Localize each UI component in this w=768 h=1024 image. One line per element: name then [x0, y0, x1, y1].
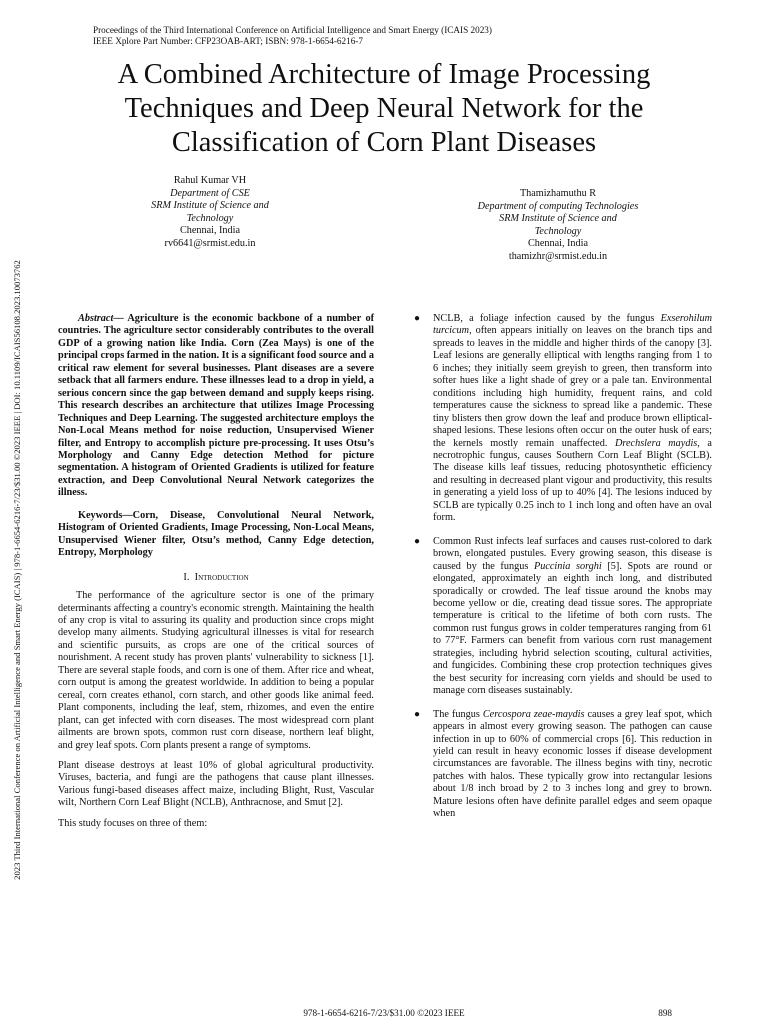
- section-title: Introduction: [194, 571, 249, 583]
- author-institute: SRM Institute of Science and: [151, 200, 269, 212]
- disease-list: [412, 313, 712, 821]
- author-location: Chennai, India: [180, 225, 240, 237]
- bullet-icon: ●: [414, 708, 421, 720]
- species-name: Cercospora zeae-maydis: [482, 708, 585, 720]
- abstract-text: Agriculture is the economic backbone of a number of countries. The agriculture sector considerably contributes to the overall GDP of a growing nation like India. Corn (Zea Mays) is one of the principal crops farmed in the nation. It is a significant food source and a critical raw element for several businesses. Plant diseases are a severe setback that all farmers endure. These illnesses lead to a drop in yield, a serious concern since the gap between demand and supply keeps rising. This research describes an architecture that utilizes Image Processing Techniques and Deep Learning. The suggested architecture employs the Non-Local Means method for noise reduction, Unsupervised Wiener filter, and Entropy to accomplish picture pre-processing. It uses Otsu’s Morphology and Canny Edge detection Method for picture segmentation. A histogram of Oriented Gradients is utilized for feature extraction, and Deep Convolutional Neural Network categorizes the illness.: [58, 313, 375, 499]
- paper-title: A Combined Architecture of Image Processing Techniques and Deep Neural Network for the Classification of Corn Plant Diseases: [117, 59, 651, 158]
- proceedings-header: [93, 25, 492, 47]
- abstract-label: Abstract: [78, 313, 114, 324]
- abstract: [58, 313, 374, 500]
- intro-paragraph-2: Plant disease destroys at least 10% of global agricultural productivity. Viruses, bacteria, and fungi are the pathogens that cause plant illnesses. Various fungi-based diseases affect maize, including Blight, Rust, Vascular wilt, Northern Corn Leaf Blight (NCLB), Anthracnose, and Smut [2].: [58, 759, 374, 809]
- species-name: Exserohilum turcicum: [433, 313, 712, 337]
- section-heading: [58, 572, 374, 584]
- section-number: I.: [183, 571, 190, 583]
- author-email[interactable]: rv6641@srmist.edu.in: [164, 237, 256, 249]
- abstract-dash: —: [113, 313, 128, 324]
- bullet-icon: ●: [414, 535, 421, 547]
- author-institute: SRM Institute of Science and: [499, 213, 617, 225]
- author-institute-cont: Technology: [534, 225, 582, 237]
- author-block-1: [128, 175, 292, 251]
- author-block-2: [440, 188, 676, 264]
- author-email[interactable]: thamizhr@srmist.edu.in: [508, 250, 608, 262]
- list-item: ● Common Rust infects leaf surfaces and causes rust-colored to dark brown, elongated pustules. Every growing season, this disease is caused by the fungus Puccinia sorghi [5]. Spots are round or elongated, approximately an eighth inch long, and distributed sporadically or crowded. The leaf tissue around the knobs may become yellow or die, creating dead tissue sores. The appropriate temperature is critical to the lifetime of both corn rusts. The common rust fungus grows in colder temperatures ranging from 61 to 77°F. Farmers can benefit from various corn rust management strategies, including hybrid selection scouting, cultural activities, and fungicides. Combining these crop protection techniques gives the best security for increasing corn yields and should be used to manage corn diseases sustainably.: [414, 535, 712, 697]
- author-institute-cont: Technology: [186, 212, 234, 224]
- bullet-icon: ●: [414, 313, 421, 324]
- author-location: Chennai, India: [528, 238, 588, 250]
- list-item: ● NCLB, a foliage infection caused by the fungus Exserohilum turcicum, often appears initially on leaves on the branch tips and spreads to leaves in the middle and higher thirds of the canopy [3]. Leaf lesions are generally elliptical with lengths ranging from 1 to 6 inches; they initially seem greyish to green, then transform into softer hues like a light shade of grey or a pale tan. Environmental conditions including high humidity, frequent rains, and cold temperatures cause the sickness to spread like a pandemic. These tiny blisters then grow down the leaf and produce brown elliptical-shaped lesions. These lesions often occur on the outer husk of ears; the kernels mostly remain unaffected. Drechslera maydis, a necrotrophic fungus, causes Southern Corn Leaf Blight (SCLB). The disease kills leaf tissues, reducing photosynthetic efficiency and resulting in decreased plant vigour and productivity, this results in generating a yield loss of up to 40% [4]. The lesions induced by SCLB are typically 0.25 inch to 1 inch long and often have an oval form.: [414, 313, 712, 524]
- list-item: ● The fungus Cercospora zeae-maydis causes a grey leaf spot, which appears in almost every growing season. The pathogen can cause infection in up to 60% of commercial crops [6]. This reduction in yield can result in heavy economic losses if disease development circumstances are favorable. The illness begins with tiny, necrotic patches with halos. These typically grow into rectangular lesions about 1/8 inch broad by 2 to 3 inches long and grey to brown. Mature lesions often have definite parallel edges and seem opaque when: [414, 708, 713, 820]
- author-name: Thamizhamuthu R: [519, 188, 597, 199]
- right-column: [412, 313, 712, 832]
- species-name: Drechslera maydis: [614, 437, 698, 449]
- left-column: [58, 313, 374, 838]
- keywords: Keywords—Corn, Disease, Convolutional Neural Network, Histogram of Oriented Gradients, Image Processing, Non-Local Means, Unsupervised Wiener filter, Otsu’s method, Canny Edge detection, Entropy, Morphology: [58, 509, 374, 559]
- species-name: Puccinia sorghi: [533, 560, 602, 572]
- author-name: Rahul Kumar VH: [173, 175, 247, 186]
- author-department: Department of CSE: [170, 187, 250, 199]
- doi-side-strip: [10, 160, 24, 980]
- intro-paragraph-1: The performance of the agriculture sector is one of the primary determinants affecting a country's economic strength. Maintaining the health of any crop is vital to assuring its quality and production since crops might develop many ailments. Studying agricultural illnesses is vital for research and scientific pursuits, as crops are one of the critical sources of nourishment. A recent study has proven plants' vulnerability to sickness [1]. There are several staple foods, and corn is one of them. After rice and wheat, corn output is among the greatest worldwide. In addition to being a popular cereal, corn creates ethanol, corn starch, and other goods like animal feed. Plant components, including the leaf, stem, rhizomes, and even the entire plant, can get infected with corn diseases. The most widespread corn plant ailments are brown spots, common rust corn disease, northern leaf blight, and grey leaf spots. Corn plants present a range of symptoms.: [58, 590, 374, 751]
- footer-copyright: 978-1-6654-6216-7/23/$31.00 ©2023 IEEE: [303, 1008, 465, 1018]
- page-number: 898: [658, 1008, 672, 1018]
- author-department: Department of computing Technologies: [477, 200, 639, 212]
- intro-paragraph-3: This study focuses on three of them:: [58, 817, 208, 829]
- proceedings-line: Proceedings of the Third International Conference on Artificial Intelligence and Smart Energy (ICAIS 2023): [93, 25, 492, 35]
- isbn-line: IEEE Xplore Part Number: CFP23OAB-ART; ISBN: 978-1-6654-6216-7: [93, 36, 363, 46]
- doi-side-text: 2023 Third International Conference on Artificial Intelligence and Smart Energy (ICAIS) | 978-1-6654-6216-7/23/$31.00 ©2023 IEEE | DOI: 10.1109/ICAIS56108.2023.10073762: [12, 260, 22, 880]
